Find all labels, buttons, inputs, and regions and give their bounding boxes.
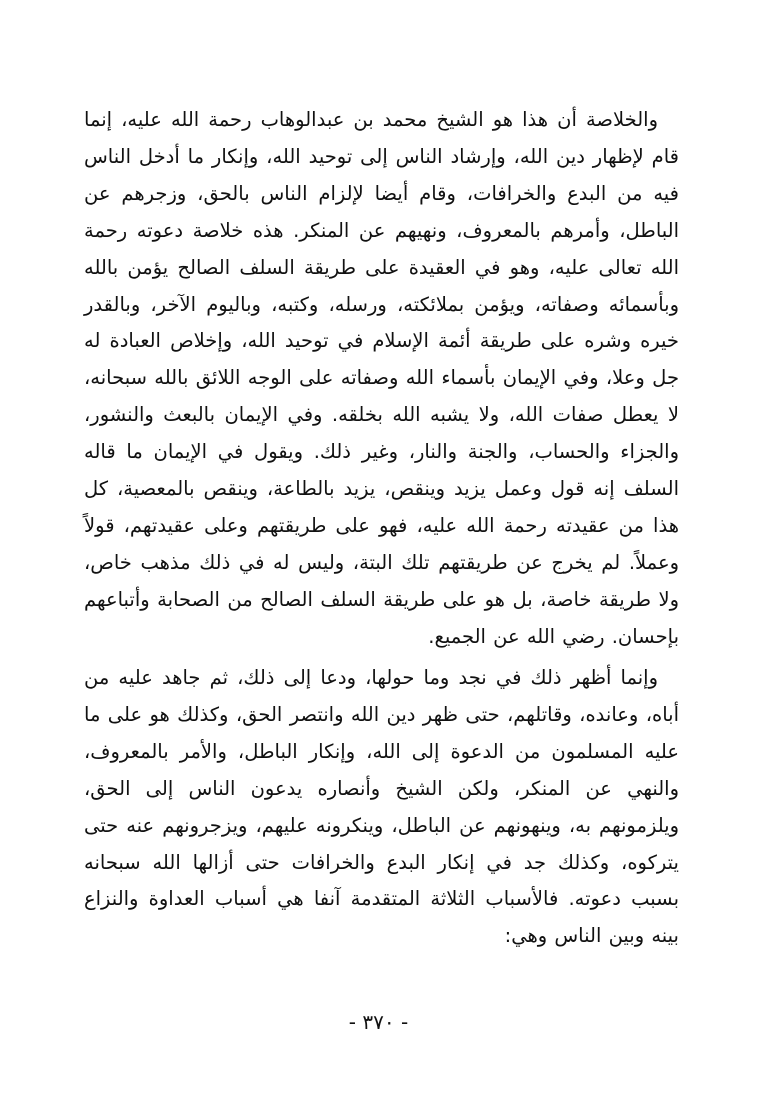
body-text-block-1: [84, 102, 679, 656]
paragraph-1: والخلاصة أن هذا هو الشيخ محمد بن عبدالوهاب رحمة الله عليه، إنما قام لإظهار دين الله، وإرشاد الناس إلى توحيد الله، وإنكار ما أدخل الناس فيه من البدع والخرافات، وقام أيضا لإلزام الناس بالحق، وزجرهم عن الباطل، وأمرهم بالمعروف، ونهيهم عن المنكر. هذه خلاصة دعوته رحمة الله تعالى عليه، وهو في العقيدة على طريقة السلف الصالح يؤمن بالله وبأسمائه وصفاته، ويؤمن بملائكته، ورسله، وكتبه، وباليوم الآخر، وبالقدر خيره وشره على طريقة أئمة الإسلام في توحيد الله، وإخلاص العبادة له جل وعلا، وفي الإيمان بأسماء الله وصفاته على الوجه اللائق بالله سبحانه، لا يعطل صفات الله، ولا يشبه الله بخلقه. وفي الإيمان بالبعث والنشور، والجزاء والحساب، والجنة والنار، وغير ذلك. ويقول في الإيمان ما قاله السلف إنه قول وعمل يزيد وينقص، يزيد بالطاعة، وينقص بالمعصية، كل هذا من عقيدته رحمة الله عليه، فهو على طريقتهم وعلى عقيدتهم، قولاً وعملاً. لم يخرج عن طريقتهم تلك البتة، وليس له في ذلك مذهب خاص، ولا طريقة خاصة، بل هو على طريقة السلف الصالح من الصحابة وأتباعهم بإحسان. رضي الله عن الجميع.: [84, 108, 679, 648]
page-number: - ٣٧٠ -: [348, 1010, 409, 1034]
body-text-block-2: [84, 660, 679, 955]
paragraph-2: وإنما أظهر ذلك في نجد وما حولها، ودعا إلى ذلك، ثم جاهد عليه من أباه، وعانده، وقاتلهم، حتى ظهر دين الله وانتصر الحق، وكذلك هو على ما عليه المسلمون من الدعوة إلى الله، وإنكار الباطل، والأمر بالمعروف، والنهي عن المنكر، ولكن الشيخ وأنصاره يدعون الناس إلى الحق، ويلزمونهم به، وينهونهم عن الباطل، وينكرونه عليهم، ويزجرونهم عنه حتى يتركوه، وكذلك جد في إنكار البدع والخرافات حتى أزالها الله سبحانه بسبب دعوته. فالأسباب الثلاثة المتقدمة آنفا هي أسباب العداوة والنزاع بينه وبين الناس وهي:: [84, 666, 679, 948]
